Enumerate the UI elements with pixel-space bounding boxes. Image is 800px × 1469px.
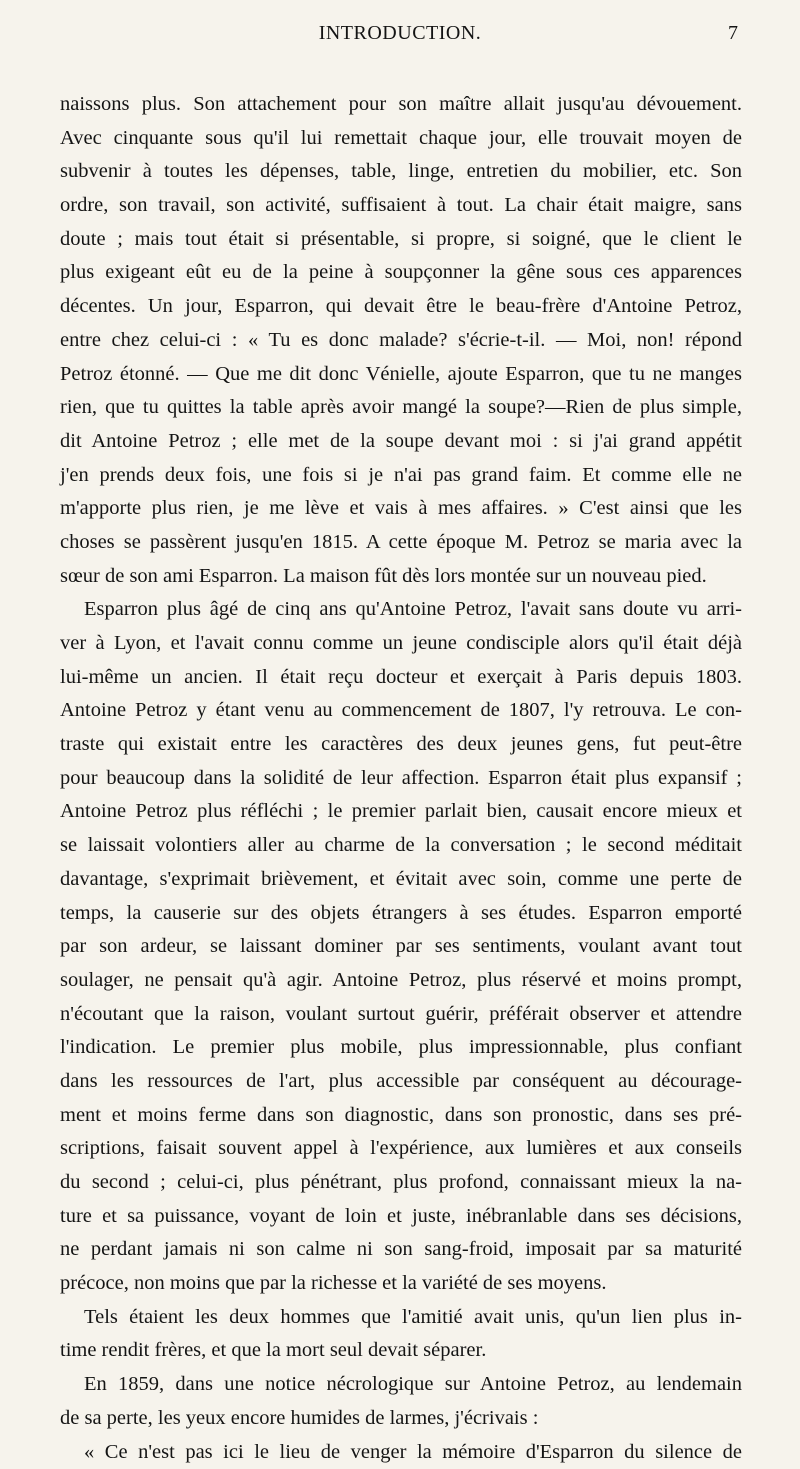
text-line: du second ; celui-ci, plus pénétrant, plus profond, connaissant mieux la na- xyxy=(60,1166,742,1200)
text-line: lui-même un ancien. Il était reçu docteur et exerçait à Paris depuis 1803. xyxy=(60,661,742,695)
text-line: « Ce n'est pas ici le lieu de venger la mémoire d'Esparron du silence de xyxy=(60,1436,742,1469)
text-line: précoce, non moins que par la richesse et la variété de ses moyens. xyxy=(60,1267,742,1301)
body-text xyxy=(60,88,742,1469)
text-line: subvenir à toutes les dépenses, table, linge, entretien du mobilier, etc. Son xyxy=(60,155,742,189)
text-line: sœur de son ami Esparron. La maison fût dès lors montée sur un nouveau pied. xyxy=(60,560,742,594)
text-line: choses se passèrent jusqu'en 1815. A cette époque M. Petroz se maria avec la xyxy=(60,526,742,560)
text-line: décentes. Un jour, Esparron, qui devait être le beau-frère d'Antoine Petroz, xyxy=(60,290,742,324)
text-line: temps, la causerie sur des objets étrangers à ses études. Esparron emporté xyxy=(60,897,742,931)
text-line: l'indication. Le premier plus mobile, plus impressionnable, plus confiant xyxy=(60,1031,742,1065)
text-line: davantage, s'exprimait brièvement, et évitait avec soin, comme une perte de xyxy=(60,863,742,897)
text-line: Petroz étonné. — Que me dit donc Vénielle, ajoute Esparron, que tu ne manges xyxy=(60,358,742,392)
text-line: ment et moins ferme dans son diagnostic, dans son pronostic, dans ses pré- xyxy=(60,1099,742,1133)
text-line: soulager, ne pensait qu'à agir. Antoine Petroz, plus réservé et moins prompt, xyxy=(60,964,742,998)
text-line: ture et sa puissance, voyant de loin et juste, inébranlable dans ses décisions, xyxy=(60,1200,742,1234)
text-line: j'en prends deux fois, une fois si je n'ai pas grand faim. Et comme elle ne xyxy=(60,459,742,493)
text-line: naissons plus. Son attachement pour son maître allait jusqu'au dévouement. xyxy=(60,88,742,122)
running-head xyxy=(0,22,800,56)
text-line: se laissait volontiers aller au charme de la conversation ; le second méditait xyxy=(60,829,742,863)
text-line: entre chez celui-ci : « Tu es donc malade? s'écrie-t-il. — Moi, non! répond xyxy=(60,324,742,358)
text-line: Esparron plus âgé de cinq ans qu'Antoine Petroz, l'avait sans doute vu arri- xyxy=(60,593,742,627)
text-line: n'écoutant que la raison, voulant surtout guérir, préférait observer et attendre xyxy=(60,998,742,1032)
text-line: m'apporte plus rien, je me lève et vais à mes affaires. » C'est ainsi que les xyxy=(60,492,742,526)
text-line: par son ardeur, se laissant dominer par ses sentiments, voulant avant tout xyxy=(60,930,742,964)
text-line: traste qui existait entre les caractères des deux jeunes gens, fut peut-être xyxy=(60,728,742,762)
text-line: plus exigeant eût eu de la peine à soupçonner la gêne sous ces apparences xyxy=(60,256,742,290)
text-line: rien, que tu quittes la table après avoir mangé la soupe?—Rien de plus simple, xyxy=(60,391,742,425)
text-line: scriptions, faisait souvent appel à l'expérience, aux lumières et aux conseils xyxy=(60,1132,742,1166)
text-line: ne perdant jamais ni son calme ni son sang-froid, imposait par sa maturité xyxy=(60,1233,742,1267)
page-header-title: INTRODUCTION. xyxy=(0,22,800,45)
text-line: time rendit frères, et que la mort seul devait séparer. xyxy=(60,1334,742,1368)
text-line: Tels étaient les deux hommes que l'amitié avait unis, qu'un lien plus in- xyxy=(60,1301,742,1335)
text-line: Avec cinquante sous qu'il lui remettait chaque jour, elle trouvait moyen de xyxy=(60,122,742,156)
text-line: Antoine Petroz plus réfléchi ; le premier parlait bien, causait encore mieux et xyxy=(60,795,742,829)
text-line: dit Antoine Petroz ; elle met de la soupe devant moi : si j'ai grand appétit xyxy=(60,425,742,459)
text-line: de sa perte, les yeux encore humides de larmes, j'écrivais : xyxy=(60,1402,742,1436)
text-line: ordre, son travail, son activité, suffisaient à tout. La chair était maigre, sans xyxy=(60,189,742,223)
text-line: dans les ressources de l'art, plus accessible par conséquent au décourage- xyxy=(60,1065,742,1099)
page-number: 7 xyxy=(728,22,738,45)
text-line: ver à Lyon, et l'avait connu comme un jeune condisciple alors qu'il était déjà xyxy=(60,627,742,661)
text-line: doute ; mais tout était si présentable, si propre, si soigné, que le client le xyxy=(60,223,742,257)
text-line: Antoine Petroz y étant venu au commencement de 1807, l'y retrouva. Le con- xyxy=(60,694,742,728)
text-line: En 1859, dans une notice nécrologique sur Antoine Petroz, au lendemain xyxy=(60,1368,742,1402)
text-line: pour beaucoup dans la solidité de leur affection. Esparron était plus expansif ; xyxy=(60,762,742,796)
